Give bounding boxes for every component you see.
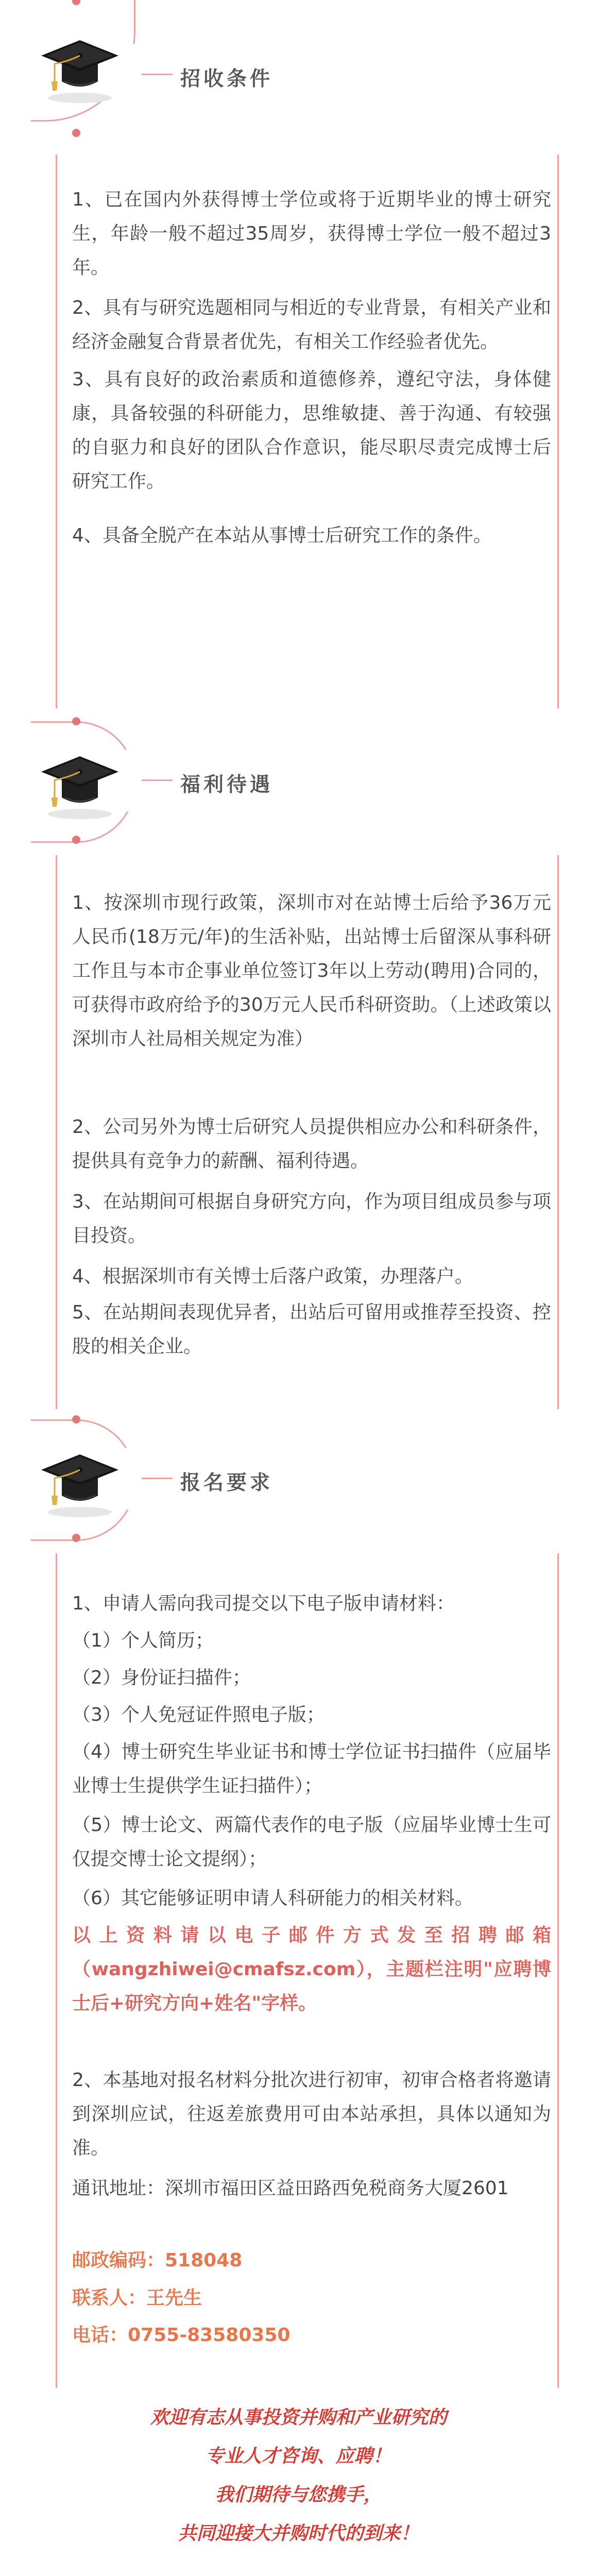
- material-item: （5）博士论文、两篇代表作的电子版（应届毕业博士生可仅提交博士论文提纲）；: [72, 1815, 551, 1870]
- condition-item: 3、具有良好的政治素质和道德修养，遵纪守法，身体健康，具备较强的科研能力，思维敏捷、善于沟通、有较强的自驱力和良好的团队合作意识，能尽职尽责完成博士后研究工作。: [72, 369, 551, 492]
- benefit-item: 5、在站期间表现优异者，出站后可留用或推荐至投资、控股的相关企业。: [72, 1302, 551, 1357]
- section-title: 招收条件: [180, 67, 274, 91]
- decorative-dot: [72, 1415, 80, 1423]
- benefit-item: 4、根据深圳市有关博士后落户政策，办理落户。: [72, 1266, 473, 1287]
- postcode: 邮政编码：518048: [72, 2250, 243, 2271]
- phone-number: 电话：0755-83580350: [72, 2325, 291, 2346]
- benefit-item: 3、在站期间可根据自身研究方向，作为项目组成员参与项目投资。: [72, 1191, 551, 1246]
- decorative-dot: [72, 836, 80, 844]
- material-item: （1）个人简历；: [72, 1630, 214, 1651]
- benefit-item: 1、按深圳市现行政策，深圳市对在站博士后给予36万元人民币(18万元/年)的生活补贴，出站博士后留深从事科研工作且与本市企事业单位签订3年以上劳动(聘用)合同的，可获得市政府给予的30万元人民币科研资助。（上述政策以深圳市人社局相关规定为准）: [72, 892, 551, 1049]
- closing-line: 共同迎接大并购时代的到来！: [178, 2523, 419, 2544]
- decorative-line: [142, 74, 173, 75]
- closing-line: 我们期待与您携手，: [215, 2484, 382, 2505]
- decorative-line: [142, 1478, 173, 1479]
- closing-line: 欢迎有志从事投资并购和产业研究的: [150, 2407, 447, 2428]
- condition-item: 2、具有与研究选题相同与相近的专业背景，有相关产业和经济金融复合背景者优先，有相关工作经验者优先。: [72, 297, 551, 352]
- section-header-benefits: [0, 706, 597, 855]
- requirement-intro: 1、申请人需向我司提交以下电子版申请材料：: [72, 1593, 455, 1614]
- material-item: （2）身份证扫描件；: [72, 1667, 251, 1688]
- section-title: 报名要求: [180, 1471, 274, 1495]
- material-item: （4）博士研究生毕业证书和博士学位证书扫描件（应届毕业博士生提供学生证扫描件）；: [72, 1741, 551, 1797]
- decorative-dot: [72, 1534, 80, 1542]
- mailing-address: 通讯地址：深圳市福田区益田路西免税商务大厦2601: [72, 2178, 509, 2199]
- graduation-cap-icon: [36, 1435, 124, 1522]
- border-line-left: [56, 855, 57, 1409]
- decorative-dot: [72, 717, 80, 725]
- border-line-right: [557, 855, 559, 1409]
- border-line-left: [56, 1553, 57, 2388]
- material-item: （6）其它能够证明申请人科研能力的相关材料。: [72, 1888, 473, 1909]
- border-line-right: [557, 1553, 559, 2388]
- contact-person: 联系人：王先生: [72, 2287, 202, 2309]
- material-item: （3）个人免冠证件照电子版；: [72, 1704, 325, 1725]
- graduation-cap-icon: [36, 737, 124, 824]
- benefit-item: 2、公司另外为博士后研究人员提供相应办公和科研条件，提供具有竞争力的薪酬、福利待遇。: [72, 1116, 551, 1172]
- condition-item: 4、具备全脱产在本站从事博士后研究工作的条件。: [72, 525, 492, 546]
- email-note: 以上资料请以电子邮件方式发至招聘邮箱（wangzhiwei@cmafsz.com），主题栏注明"应聘博士后+研究方向+姓名"字样。: [72, 1925, 551, 2014]
- section-title: 福利待遇: [180, 773, 274, 796]
- decorative-dot: [72, 129, 80, 137]
- border-line-right: [557, 155, 559, 708]
- border-line-left: [56, 155, 57, 708]
- condition-item: 1、已在国内外获得博士学位或将于近期毕业的博士研究生，年龄一般不超过35周岁，获得博士学位一般不超过3年。: [72, 189, 551, 278]
- closing-line: 专业人才咨询、应聘！: [206, 2446, 391, 2467]
- requirement-step2: 2、本基地对报名材料分批次进行初审，初审合格者将邀请到深圳应试，往返差旅费用可由本站承担，具体以通知为准。: [72, 2070, 551, 2159]
- section-header-requirements: [0, 1404, 597, 1553]
- section-header-conditions: [0, 0, 597, 149]
- graduation-cap-icon: [36, 21, 124, 108]
- decorative-line: [142, 779, 173, 781]
